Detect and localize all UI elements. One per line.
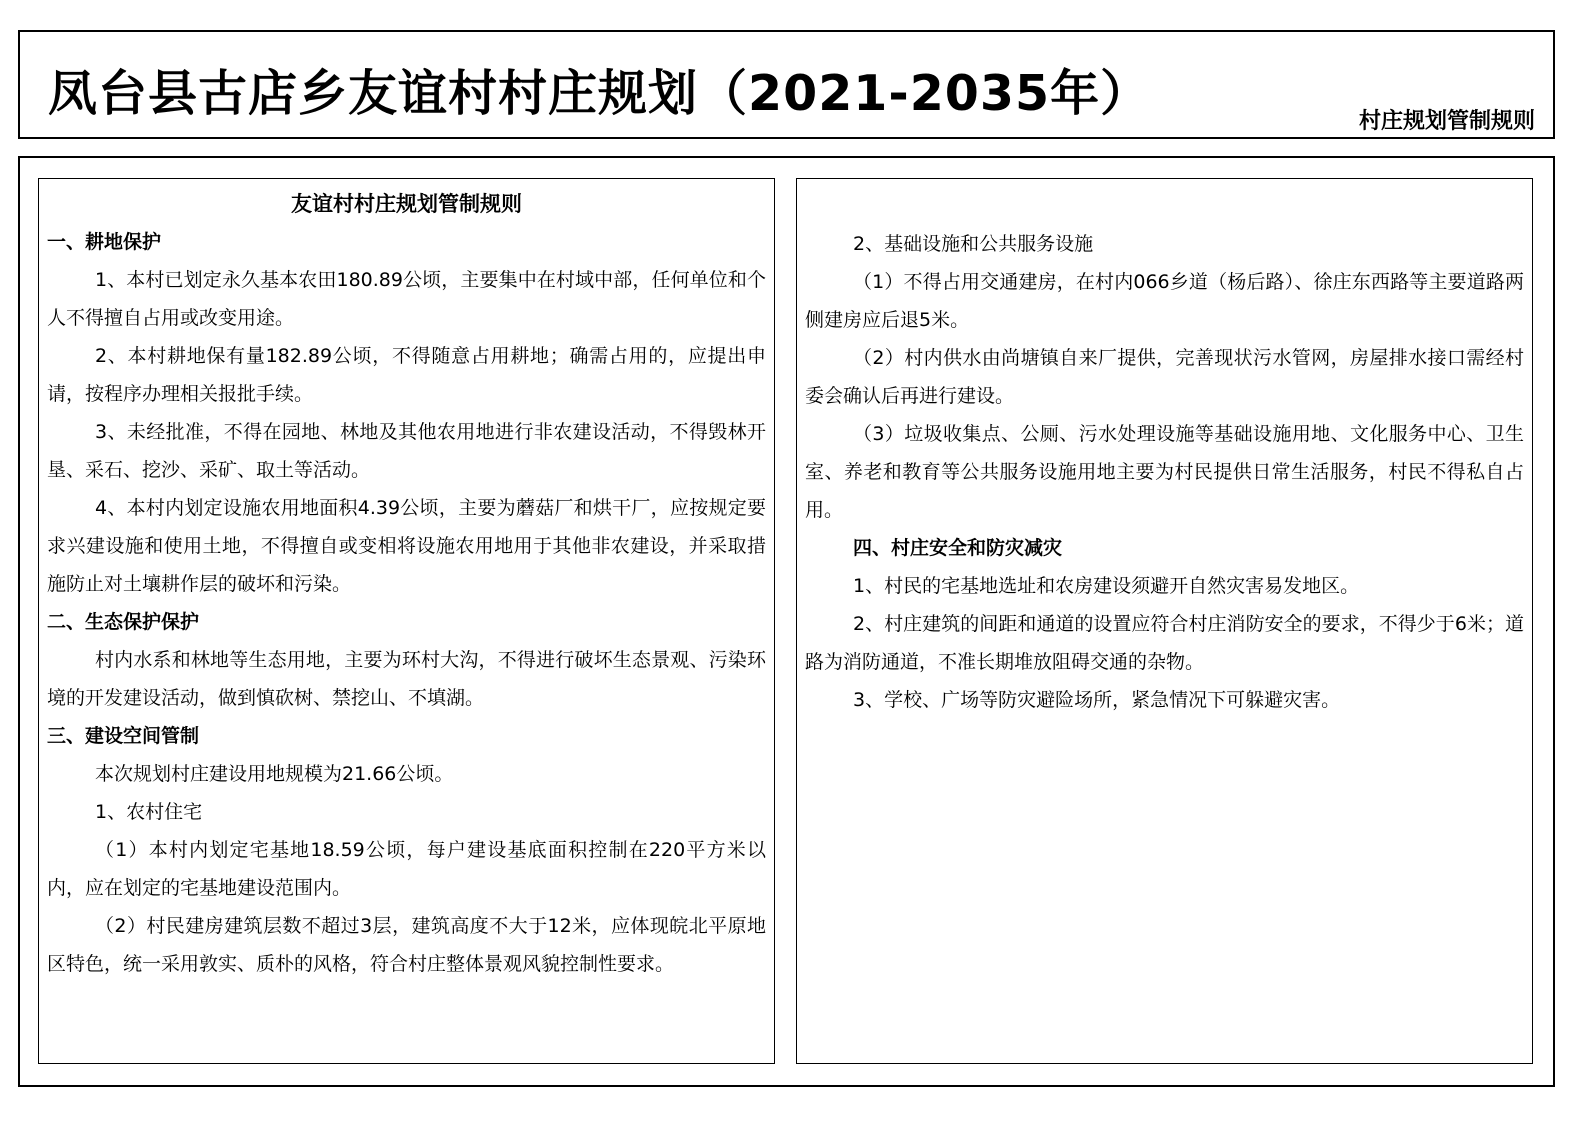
page-title: 凤台县古店乡友谊村村庄规划（2021-2035年） [48,65,1151,122]
paragraph: 3、学校、广场等防灾避险场所，紧急情况下可躲避灾害。 [853,689,1341,711]
paragraph: 2、村庄建筑的间距和通道的设置应符合村庄消防安全的要求，不得少于6米；道路为消防通道，不准长期堆放阻碍交通的杂物。 [805,613,1524,673]
paragraph: 本次规划村庄建设用地规模为21.66公顷。 [95,763,454,785]
sheet-label: 村庄规划管制规则 [1358,109,1535,134]
section-heading-ecology: 二、生态保护保护 [47,611,200,633]
section-heading-farmland: 一、耕地保护 [47,231,162,253]
paragraph: 2、本村耕地保有量182.89公顷，不得随意占用耕地；确需占用的，应提出申请，按程序办理相关报批手续。 [47,345,766,405]
section-heading-safety: 四、村庄安全和防灾减灾 [853,537,1063,559]
right-panel [796,178,1533,1064]
paragraph: （3）垃圾收集点、公厕、污水处理设施等基础设施用地、文化服务中心、卫生室、养老和教育等公共服务设施用地主要为村民提供日常生活服务，村民不得私自占用。 [805,423,1524,521]
paragraph: （2）村民建房建筑层数不超过3层，建筑高度不大于12米，应体现皖北平原地区特色，统一采用敦实、质朴的风格，符合村庄整体景观风貌控制性要求。 [47,915,766,975]
paragraph: （2）村内供水由尚塘镇自来厂提供，完善现状污水管网，房屋排水接口需经村委会确认后再进行建设。 [805,347,1524,407]
paragraph: 村内水系和林地等生态用地，主要为环村大沟，不得进行破坏生态景观、污染环境的开发建设活动，做到慎砍树、禁挖山、不填湖。 [47,649,766,709]
paragraph: 2、基础设施和公共服务设施 [853,233,1094,255]
left-panel [38,178,775,1064]
paragraph: （1）不得占用交通建房，在村内066乡道（杨后路）、徐庄东西路等主要道路两侧建房应后退5米。 [805,271,1524,331]
paragraph: （1）本村内划定宅基地18.59公顷，每户建设基底面积控制在220平方米以内，应在划定的宅基地建设范围内。 [47,839,766,899]
paragraph: 1、本村已划定永久基本农田180.89公顷，主要集中在村域中部，任何单位和个人不得擅自占用或改变用途。 [47,269,766,329]
section-heading-construction: 三、建设空间管制 [47,725,200,747]
paragraph: 4、本村内划定设施农用地面积4.39公顷，主要为蘑菇厂和烘干厂，应按规定要求兴建设施和使用土地，不得擅自或变相将设施农用地用于其他非农建设，并采取措施防止对土壤耕作层的破坏和污染。 [47,497,766,595]
paragraph: 1、农村住宅 [95,801,203,823]
paragraph: 1、村民的宅基地选址和农房建设须避开自然灾害易发地区。 [853,575,1360,597]
panel-title: 友谊村村庄规划管制规则 [291,192,522,216]
paragraph: 3、未经批准，不得在园地、林地及其他农用地进行非农建设活动，不得毁林开垦、采石、挖沙、采矿、取土等活动。 [47,421,766,481]
